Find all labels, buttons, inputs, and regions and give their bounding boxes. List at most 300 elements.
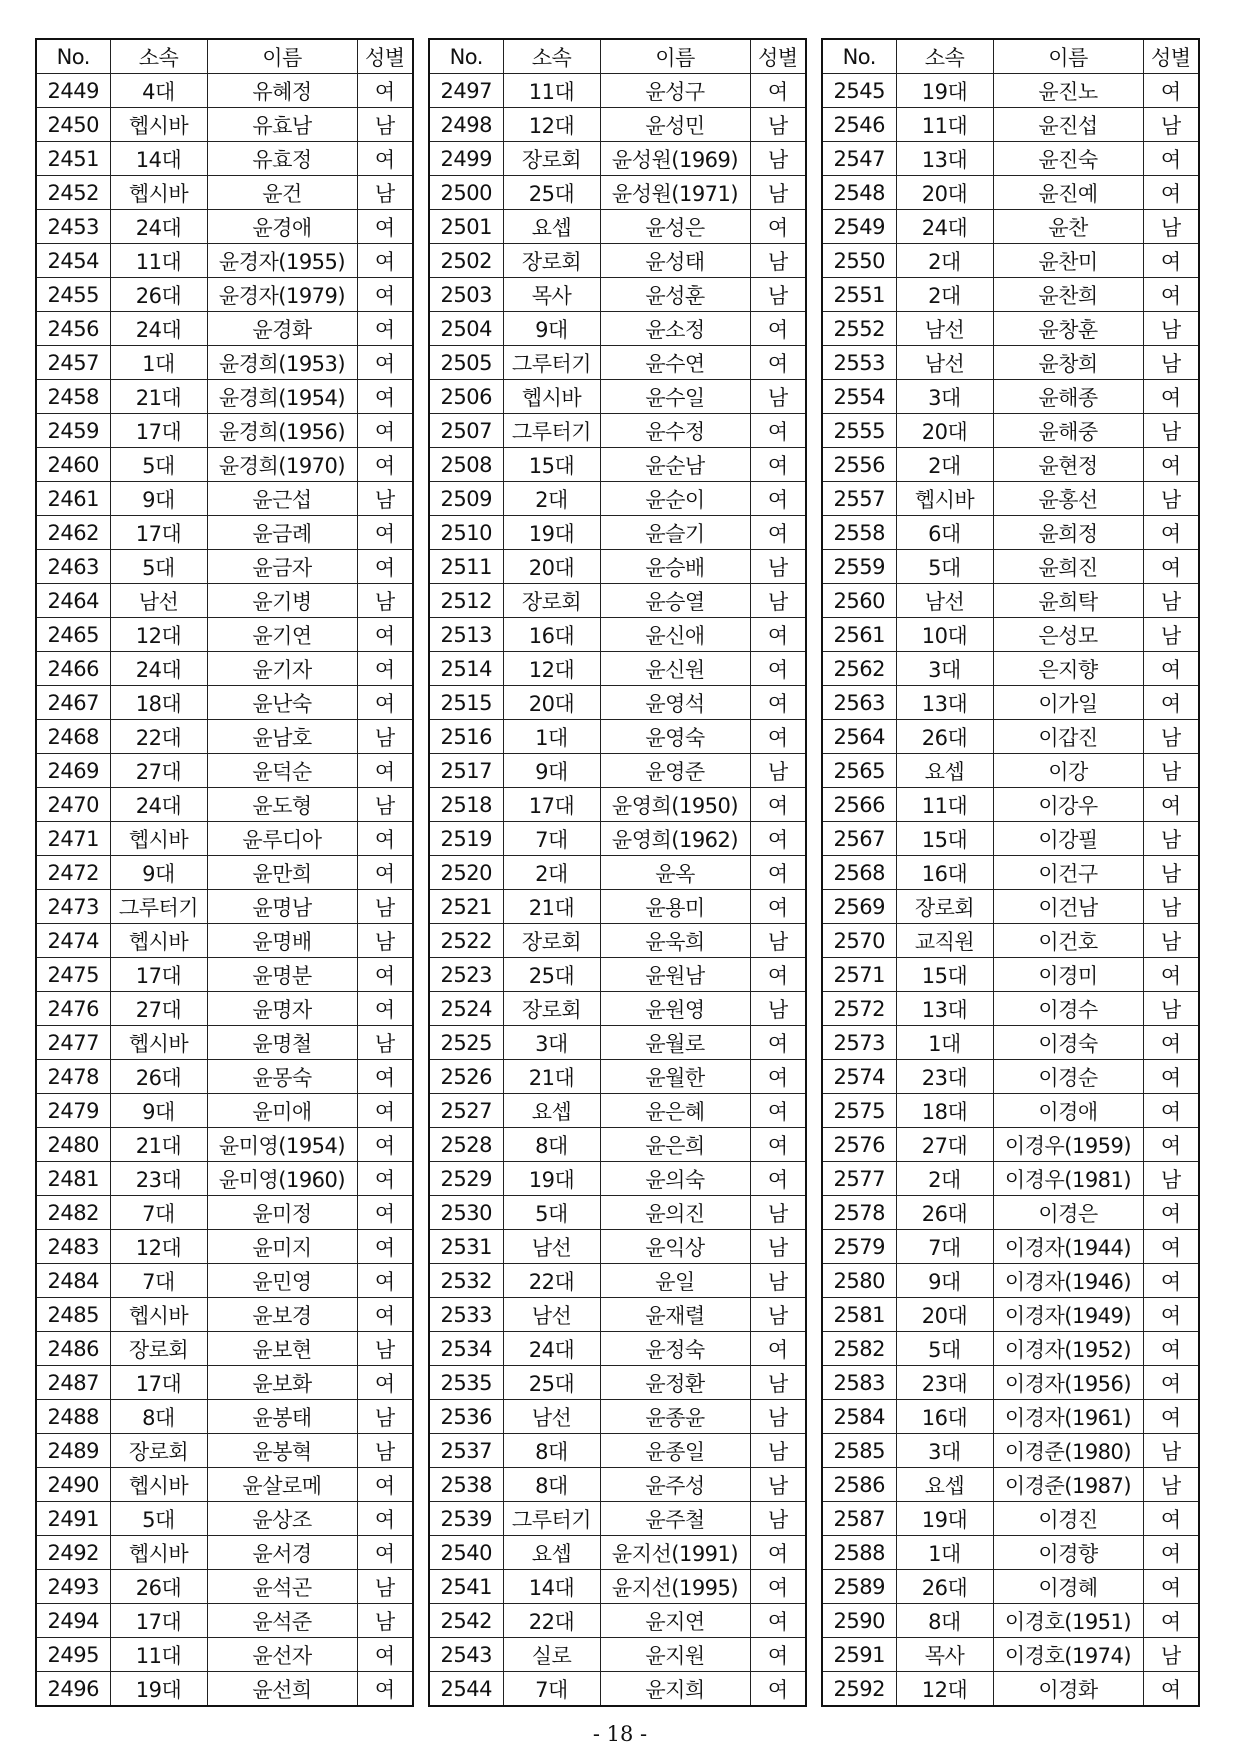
affiliation-cell: 20대 [503, 686, 600, 720]
affiliation-cell: 2대 [896, 278, 993, 312]
gender-cell: 남 [750, 244, 806, 278]
entry-number-cell: 2499 [429, 142, 503, 176]
affiliation-cell: 요셉 [896, 754, 993, 788]
entry-number-cell: 2487 [36, 1366, 110, 1400]
gender-cell: 여 [750, 448, 806, 482]
member-name-cell: 윤살로메 [207, 1468, 357, 1502]
gender-cell: 남 [1143, 346, 1199, 380]
affiliation-cell: 20대 [896, 414, 993, 448]
table-row [36, 1536, 413, 1570]
gender-cell: 남 [750, 1400, 806, 1434]
table-row [822, 448, 1199, 482]
table-row [36, 1264, 413, 1298]
entry-number-cell: 2545 [822, 74, 896, 108]
entry-number-cell: 2580 [822, 1264, 896, 1298]
gender-cell: 남 [750, 1502, 806, 1536]
member-name-cell: 이경수 [993, 992, 1143, 1026]
column-header-affiliation: 소속 [503, 39, 600, 74]
gender-cell: 여 [357, 414, 413, 448]
gender-cell: 여 [357, 618, 413, 652]
affiliation-cell: 15대 [503, 448, 600, 482]
entry-number-cell: 2522 [429, 924, 503, 958]
affiliation-cell: 13대 [896, 992, 993, 1026]
gender-cell: 여 [357, 992, 413, 1026]
affiliation-cell: 20대 [503, 550, 600, 584]
affiliation-cell: 23대 [110, 1162, 207, 1196]
member-name-cell: 이경자(1949) [993, 1298, 1143, 1332]
entry-number-cell: 2467 [36, 686, 110, 720]
gender-cell: 여 [357, 312, 413, 346]
entry-number-cell: 2561 [822, 618, 896, 652]
affiliation-cell: 18대 [110, 686, 207, 720]
gender-cell: 여 [1143, 686, 1199, 720]
member-name-cell: 이강필 [993, 822, 1143, 856]
table-row [429, 108, 806, 142]
table-row [36, 754, 413, 788]
member-name-cell: 윤명분 [207, 958, 357, 992]
table-row [429, 686, 806, 720]
table-row [36, 1026, 413, 1060]
gender-cell: 여 [357, 244, 413, 278]
affiliation-cell: 장로회 [503, 244, 600, 278]
affiliation-cell: 헵시바 [110, 822, 207, 856]
table-row [429, 312, 806, 346]
affiliation-cell: 8대 [503, 1434, 600, 1468]
table-row [36, 822, 413, 856]
gender-cell: 남 [1143, 1638, 1199, 1672]
gender-cell: 남 [750, 550, 806, 584]
member-name-cell: 이경자(1944) [993, 1230, 1143, 1264]
gender-cell: 남 [1143, 108, 1199, 142]
affiliation-cell: 4대 [110, 74, 207, 108]
member-name-cell: 윤미지 [207, 1230, 357, 1264]
entry-number-cell: 2560 [822, 584, 896, 618]
affiliation-cell: 장로회 [110, 1434, 207, 1468]
entry-number-cell: 2491 [36, 1502, 110, 1536]
gender-cell: 남 [1143, 822, 1199, 856]
gender-cell: 여 [1143, 1536, 1199, 1570]
member-name-cell: 윤경희(1953) [207, 346, 357, 380]
affiliation-cell: 21대 [110, 1128, 207, 1162]
table-row [429, 1230, 806, 1264]
affiliation-cell: 24대 [110, 312, 207, 346]
affiliation-cell: 장로회 [110, 1332, 207, 1366]
entry-number-cell: 2553 [822, 346, 896, 380]
gender-cell: 여 [1143, 1604, 1199, 1638]
member-name-cell: 윤희탁 [993, 584, 1143, 618]
gender-cell: 남 [1143, 210, 1199, 244]
table-row [822, 1162, 1199, 1196]
gender-cell: 여 [750, 1332, 806, 1366]
gender-cell: 여 [357, 448, 413, 482]
gender-cell: 여 [1143, 74, 1199, 108]
affiliation-cell: 11대 [110, 244, 207, 278]
entry-number-cell: 2536 [429, 1400, 503, 1434]
table-row [429, 992, 806, 1026]
gender-cell: 여 [1143, 1094, 1199, 1128]
table-row [429, 278, 806, 312]
table-row [429, 1128, 806, 1162]
member-name-cell: 윤지원 [600, 1638, 750, 1672]
gender-cell: 여 [357, 1298, 413, 1332]
affiliation-cell: 장로회 [503, 584, 600, 618]
affiliation-cell: 8대 [503, 1468, 600, 1502]
affiliation-cell: 8대 [110, 1400, 207, 1434]
entry-number-cell: 2527 [429, 1094, 503, 1128]
entry-number-cell: 2514 [429, 652, 503, 686]
gender-cell: 남 [1143, 1468, 1199, 1502]
member-name-cell: 윤창희 [993, 346, 1143, 380]
column-header-gender: 성별 [357, 39, 413, 74]
table-row [822, 890, 1199, 924]
gender-cell: 남 [357, 482, 413, 516]
member-name-cell: 윤성태 [600, 244, 750, 278]
gender-cell: 남 [1143, 890, 1199, 924]
member-name-cell: 윤명철 [207, 1026, 357, 1060]
column-header-affiliation: 소속 [896, 39, 993, 74]
entry-number-cell: 2578 [822, 1196, 896, 1230]
member-name-cell: 윤홍선 [993, 482, 1143, 516]
entry-number-cell: 2515 [429, 686, 503, 720]
table-row [822, 176, 1199, 210]
gender-cell: 남 [357, 924, 413, 958]
table-row [822, 1536, 1199, 1570]
gender-cell: 여 [357, 652, 413, 686]
affiliation-cell: 헵시바 [896, 482, 993, 516]
entry-number-cell: 2517 [429, 754, 503, 788]
entry-number-cell: 2460 [36, 448, 110, 482]
table-row [822, 210, 1199, 244]
member-name-cell: 이경호(1951) [993, 1604, 1143, 1638]
gender-cell: 여 [750, 856, 806, 890]
gender-cell: 여 [1143, 1366, 1199, 1400]
affiliation-cell: 5대 [896, 1332, 993, 1366]
affiliation-cell: 헵시바 [110, 1536, 207, 1570]
gender-cell: 여 [750, 1060, 806, 1094]
affiliation-cell: 5대 [110, 550, 207, 584]
table-row [36, 1502, 413, 1536]
entry-number-cell: 2540 [429, 1536, 503, 1570]
affiliation-cell: 21대 [503, 890, 600, 924]
member-name-cell: 이경화 [993, 1672, 1143, 1707]
gender-cell: 여 [1143, 516, 1199, 550]
affiliation-cell: 장로회 [503, 142, 600, 176]
member-name-cell: 윤루디아 [207, 822, 357, 856]
gender-cell: 남 [750, 754, 806, 788]
entry-number-cell: 2511 [429, 550, 503, 584]
member-name-cell: 윤현정 [993, 448, 1143, 482]
table-row [822, 1468, 1199, 1502]
table-row [822, 754, 1199, 788]
table-row [429, 1196, 806, 1230]
gender-cell: 여 [750, 210, 806, 244]
member-name-cell: 윤서경 [207, 1536, 357, 1570]
gender-cell: 남 [357, 1332, 413, 1366]
entry-number-cell: 2543 [429, 1638, 503, 1672]
column-header-member-name: 이름 [993, 39, 1143, 74]
affiliation-cell: 남선 [896, 584, 993, 618]
gender-cell: 여 [1143, 244, 1199, 278]
gender-cell: 여 [750, 1128, 806, 1162]
table-row [429, 1264, 806, 1298]
member-name-cell: 윤승열 [600, 584, 750, 618]
table-row [822, 1502, 1199, 1536]
gender-cell: 여 [357, 1094, 413, 1128]
table-row [36, 924, 413, 958]
entry-number-cell: 2473 [36, 890, 110, 924]
table-row [822, 1332, 1199, 1366]
affiliation-cell: 7대 [503, 1672, 600, 1707]
gender-cell: 여 [1143, 1128, 1199, 1162]
member-name-cell: 이경자(1952) [993, 1332, 1143, 1366]
member-name-cell: 윤순남 [600, 448, 750, 482]
affiliation-cell: 목사 [896, 1638, 993, 1672]
column-header-affiliation: 소속 [110, 39, 207, 74]
table-row [822, 380, 1199, 414]
entry-number-cell: 2504 [429, 312, 503, 346]
member-name-cell: 윤금자 [207, 550, 357, 584]
entry-number-cell: 2483 [36, 1230, 110, 1264]
table-row [822, 1230, 1199, 1264]
member-name-cell: 윤경희(1956) [207, 414, 357, 448]
member-name-cell: 윤원남 [600, 958, 750, 992]
gender-cell: 남 [750, 108, 806, 142]
member-name-cell: 윤선자 [207, 1638, 357, 1672]
table-row [429, 414, 806, 448]
affiliation-cell: 27대 [110, 754, 207, 788]
affiliation-cell: 장로회 [503, 992, 600, 1026]
roster-table-middle [428, 38, 807, 1707]
affiliation-cell: 3대 [896, 1434, 993, 1468]
entry-number-cell: 2531 [429, 1230, 503, 1264]
entry-number-cell: 2507 [429, 414, 503, 448]
member-name-cell: 윤순이 [600, 482, 750, 516]
entry-number-cell: 2461 [36, 482, 110, 516]
gender-cell: 남 [750, 584, 806, 618]
table-row [36, 788, 413, 822]
gender-cell: 여 [357, 1128, 413, 1162]
member-name-cell: 윤영준 [600, 754, 750, 788]
affiliation-cell: 14대 [110, 142, 207, 176]
table-header-row [822, 39, 1199, 74]
affiliation-cell: 6대 [896, 516, 993, 550]
gender-cell: 남 [357, 584, 413, 618]
member-name-cell: 이경자(1961) [993, 1400, 1143, 1434]
table-row [429, 1332, 806, 1366]
entry-number-cell: 2538 [429, 1468, 503, 1502]
entry-number-cell: 2546 [822, 108, 896, 142]
member-name-cell: 이강 [993, 754, 1143, 788]
gender-cell: 여 [1143, 142, 1199, 176]
gender-cell: 여 [1143, 1570, 1199, 1604]
entry-number-cell: 2484 [36, 1264, 110, 1298]
affiliation-cell: 17대 [110, 414, 207, 448]
table-row [429, 1060, 806, 1094]
table-row [429, 74, 806, 108]
entry-number-cell: 2573 [822, 1026, 896, 1060]
affiliation-cell: 남선 [896, 346, 993, 380]
table-row [36, 1604, 413, 1638]
entry-number-cell: 2482 [36, 1196, 110, 1230]
affiliation-cell: 11대 [110, 1638, 207, 1672]
table-row [36, 652, 413, 686]
entry-number-cell: 2489 [36, 1434, 110, 1468]
member-name-cell: 윤희진 [993, 550, 1143, 584]
table-row [429, 448, 806, 482]
member-name-cell: 윤근섭 [207, 482, 357, 516]
member-name-cell: 윤원영 [600, 992, 750, 1026]
table-row [429, 754, 806, 788]
member-name-cell: 윤용미 [600, 890, 750, 924]
affiliation-cell: 24대 [110, 788, 207, 822]
gender-cell: 여 [357, 1060, 413, 1094]
entry-number-cell: 2497 [429, 74, 503, 108]
member-name-cell: 윤금례 [207, 516, 357, 550]
table-row [822, 992, 1199, 1026]
entry-number-cell: 2481 [36, 1162, 110, 1196]
gender-cell: 여 [750, 788, 806, 822]
table-row [429, 1298, 806, 1332]
affiliation-cell: 헵시바 [110, 1468, 207, 1502]
gender-cell: 여 [750, 1638, 806, 1672]
member-name-cell: 이경자(1956) [993, 1366, 1143, 1400]
affiliation-cell: 2대 [503, 856, 600, 890]
entry-number-cell: 2463 [36, 550, 110, 584]
member-name-cell: 윤영숙 [600, 720, 750, 754]
member-name-cell: 윤의숙 [600, 1162, 750, 1196]
gender-cell: 여 [357, 856, 413, 890]
gender-cell: 여 [750, 346, 806, 380]
member-name-cell: 윤지선(1991) [600, 1536, 750, 1570]
member-name-cell: 윤선희 [207, 1672, 357, 1707]
member-name-cell: 윤경자(1955) [207, 244, 357, 278]
table-row [822, 1400, 1199, 1434]
table-row [36, 550, 413, 584]
member-name-cell: 윤정환 [600, 1366, 750, 1400]
entry-number-cell: 2452 [36, 176, 110, 210]
member-name-cell: 윤명배 [207, 924, 357, 958]
entry-number-cell: 2592 [822, 1672, 896, 1707]
table-row [429, 890, 806, 924]
entry-number-cell: 2552 [822, 312, 896, 346]
gender-cell: 여 [357, 1366, 413, 1400]
affiliation-cell: 2대 [503, 482, 600, 516]
entry-number-cell: 2565 [822, 754, 896, 788]
gender-cell: 남 [750, 924, 806, 958]
member-name-cell: 윤난숙 [207, 686, 357, 720]
table-row [429, 1366, 806, 1400]
entry-number-cell: 2498 [429, 108, 503, 142]
entry-number-cell: 2549 [822, 210, 896, 244]
entry-number-cell: 2584 [822, 1400, 896, 1434]
gender-cell: 남 [1143, 754, 1199, 788]
entry-number-cell: 2586 [822, 1468, 896, 1502]
table-row [822, 822, 1199, 856]
entry-number-cell: 2457 [36, 346, 110, 380]
entry-number-cell: 2582 [822, 1332, 896, 1366]
table-row [822, 686, 1199, 720]
gender-cell: 여 [1143, 1060, 1199, 1094]
member-name-cell: 은성모 [993, 618, 1143, 652]
member-name-cell: 윤찬 [993, 210, 1143, 244]
entry-number-cell: 2575 [822, 1094, 896, 1128]
gender-cell: 남 [750, 380, 806, 414]
affiliation-cell: 15대 [896, 822, 993, 856]
table-row [822, 924, 1199, 958]
member-name-cell: 이경순 [993, 1060, 1143, 1094]
table-row [822, 1638, 1199, 1672]
gender-cell: 여 [1143, 1672, 1199, 1707]
member-name-cell: 윤성원(1971) [600, 176, 750, 210]
member-name-cell: 윤지희 [600, 1672, 750, 1707]
entry-number-cell: 2455 [36, 278, 110, 312]
member-name-cell: 이건호 [993, 924, 1143, 958]
member-name-cell: 윤일 [600, 1264, 750, 1298]
table-row [36, 1196, 413, 1230]
affiliation-cell: 남선 [503, 1230, 600, 1264]
affiliation-cell: 1대 [110, 346, 207, 380]
affiliation-cell: 25대 [503, 176, 600, 210]
affiliation-cell: 그루터기 [110, 890, 207, 924]
member-name-cell: 윤경화 [207, 312, 357, 346]
gender-cell: 여 [1143, 958, 1199, 992]
table-row [36, 210, 413, 244]
member-name-cell: 윤성민 [600, 108, 750, 142]
affiliation-cell: 1대 [896, 1026, 993, 1060]
entry-number-cell: 2528 [429, 1128, 503, 1162]
affiliation-cell: 11대 [503, 74, 600, 108]
table-row [822, 516, 1199, 550]
member-name-cell: 윤남호 [207, 720, 357, 754]
member-name-cell: 윤기자 [207, 652, 357, 686]
entry-number-cell: 2466 [36, 652, 110, 686]
member-name-cell: 윤해종 [993, 380, 1143, 414]
entry-number-cell: 2509 [429, 482, 503, 516]
table-row [429, 652, 806, 686]
member-name-cell: 윤영희(1962) [600, 822, 750, 856]
affiliation-cell: 19대 [110, 1672, 207, 1707]
affiliation-cell: 헵시바 [110, 924, 207, 958]
gender-cell: 여 [750, 482, 806, 516]
entry-number-cell: 2588 [822, 1536, 896, 1570]
affiliation-cell: 3대 [896, 380, 993, 414]
table-row [822, 1604, 1199, 1638]
affiliation-cell: 9대 [503, 312, 600, 346]
member-name-cell: 윤기병 [207, 584, 357, 618]
entry-number-cell: 2548 [822, 176, 896, 210]
affiliation-cell: 그루터기 [503, 1502, 600, 1536]
member-name-cell: 윤소정 [600, 312, 750, 346]
member-name-cell: 윤주성 [600, 1468, 750, 1502]
entry-number-cell: 2513 [429, 618, 503, 652]
gender-cell: 남 [1143, 1162, 1199, 1196]
column-header-gender: 성별 [750, 39, 806, 74]
gender-cell: 여 [1143, 278, 1199, 312]
table-row [429, 1638, 806, 1672]
table-row [429, 1434, 806, 1468]
gender-cell: 여 [357, 754, 413, 788]
member-name-cell: 유효정 [207, 142, 357, 176]
table-row [36, 448, 413, 482]
table-row [36, 74, 413, 108]
entry-number-cell: 2474 [36, 924, 110, 958]
entry-number-cell: 2464 [36, 584, 110, 618]
gender-cell: 여 [750, 516, 806, 550]
gender-cell: 여 [357, 346, 413, 380]
member-name-cell: 윤영희(1950) [600, 788, 750, 822]
affiliation-cell: 16대 [503, 618, 600, 652]
entry-number-cell: 2501 [429, 210, 503, 244]
